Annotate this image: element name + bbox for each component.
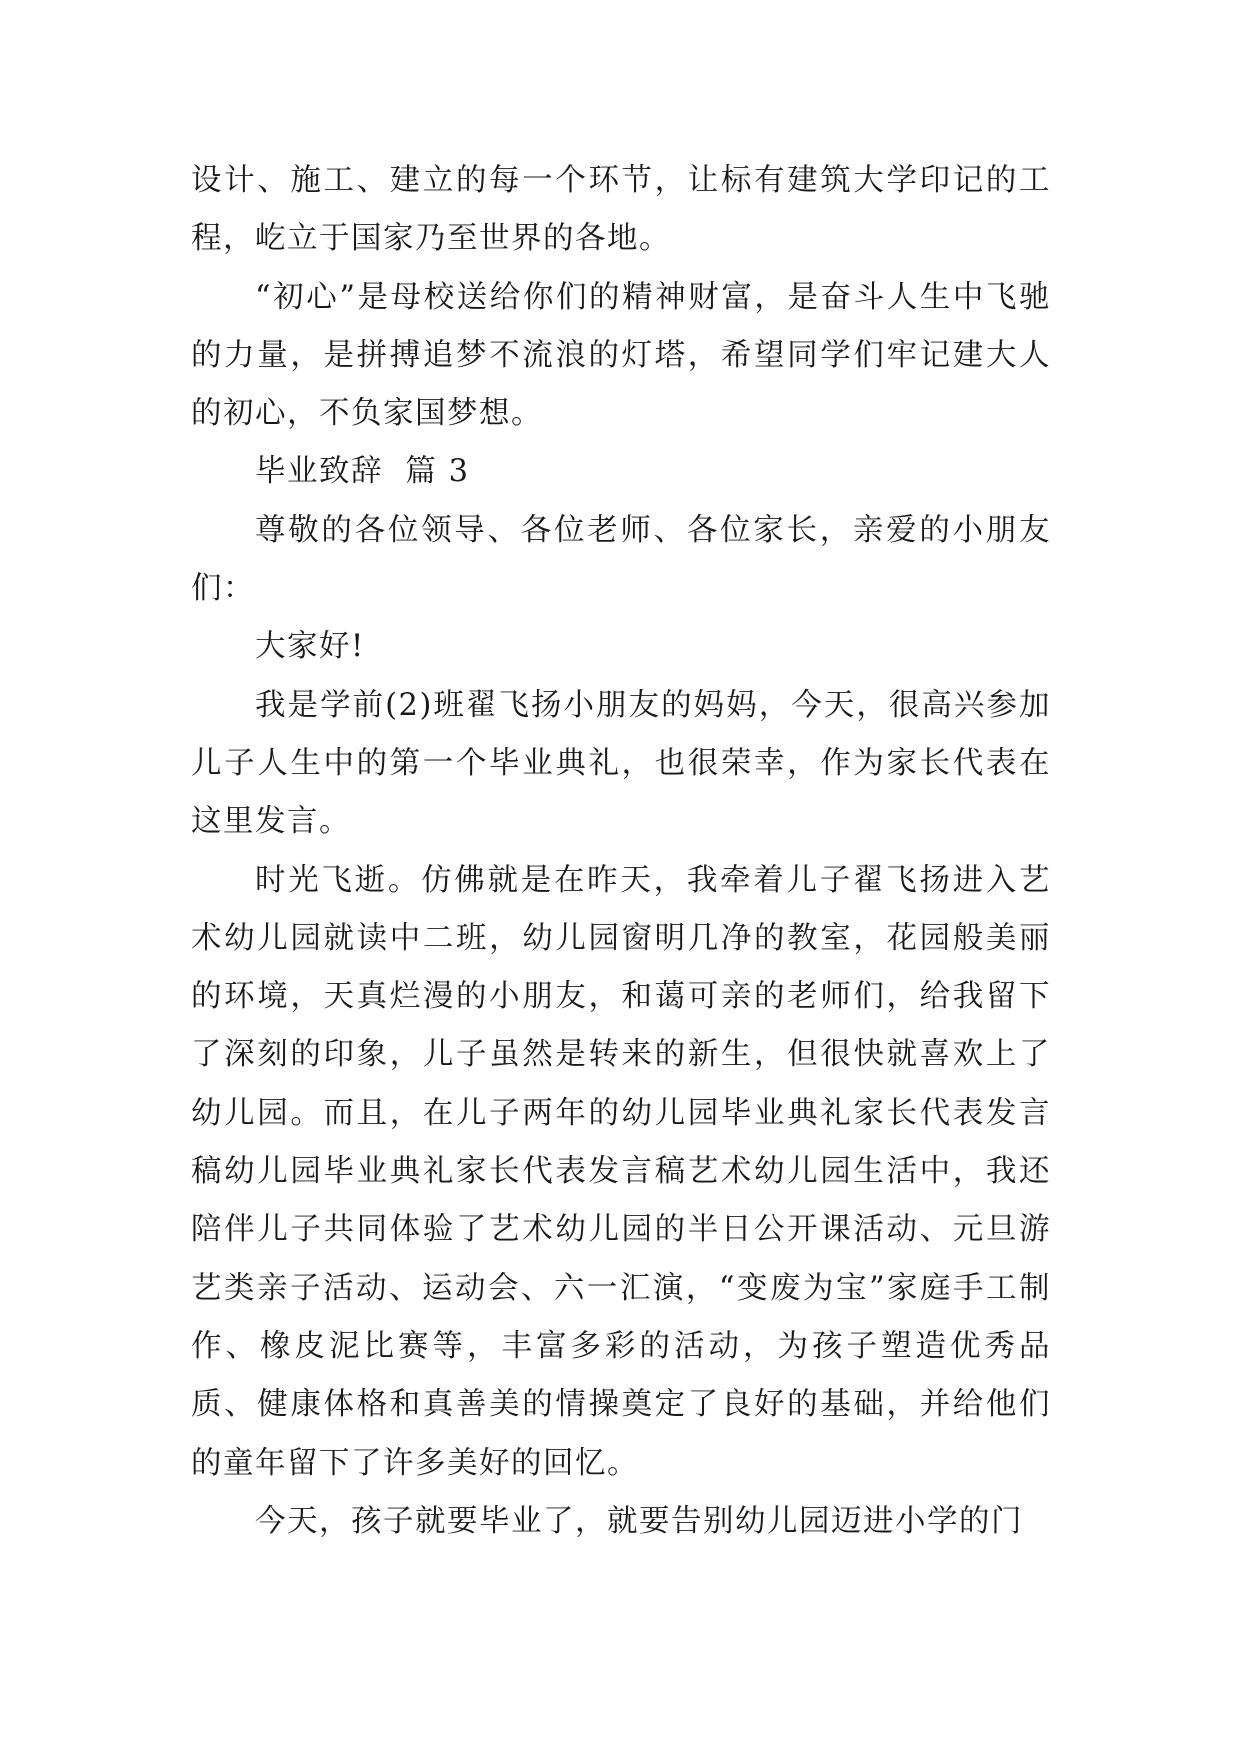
section-heading: 毕业致辞 篇 3 <box>255 454 470 490</box>
paragraph-memories: 时光飞逝。仿佛就是在昨天，我牵着儿子翟飞扬进入艺术幼儿园就读中二班，幼儿园窗明几净的教室，花园般美丽的环境，天真烂漫的小朋友，和蔼可亲的老师们，给我留下了深刻的印象，儿子虽然是转来的新生，但很快就喜欢上了幼儿园。而且，在儿子两年的幼儿园毕业典礼家长代表发言稿幼儿园毕业典礼家长代表发言稿艺术幼儿园生活中，我还陪伴儿子共同体验了艺术幼儿园的半日公开课活动、元旦游艺类亲子活动、运动会、六一汇演，“变废为宝”家庭手工制作、橡皮泥比赛等，丰富多彩的活动，为孩子塑造优秀品质、健康体格和真善美的情操奠定了良好的基础，并给他们的童年留下了许多美好的回忆。 <box>191 862 1051 1481</box>
paragraph-continued-intro: 设计、施工、建立的每一个环节，让标有建筑大学印记的工程，屹立于国家乃至世界的各地。 <box>191 163 1051 257</box>
paragraph-salutation: 尊敬的各位领导、各位老师、各位家长，亲爱的小朋友们： <box>191 512 1051 607</box>
paragraph-self-introduction: 我是学前(2)班翟飞扬小朋友的妈妈，今天，很高兴参加儿子人生中的第一个毕业典礼，也很荣幸，作为家长代表在这里发言。 <box>191 687 1051 840</box>
document-body <box>191 152 1051 1551</box>
paragraph-greeting: 大家好! <box>255 629 365 665</box>
paragraph-graduation-today: 今天，孩子就要毕业了，就要告别幼儿园迈进小学的门 <box>255 1503 1023 1539</box>
paragraph-original-aspiration: “初心”是母校送给你们的精神财富，是奋斗人生中飞驰的力量，是拼搏追梦不流浪的灯塔，希望同学们牢记建大人的初心，不负家国梦想。 <box>191 279 1051 432</box>
